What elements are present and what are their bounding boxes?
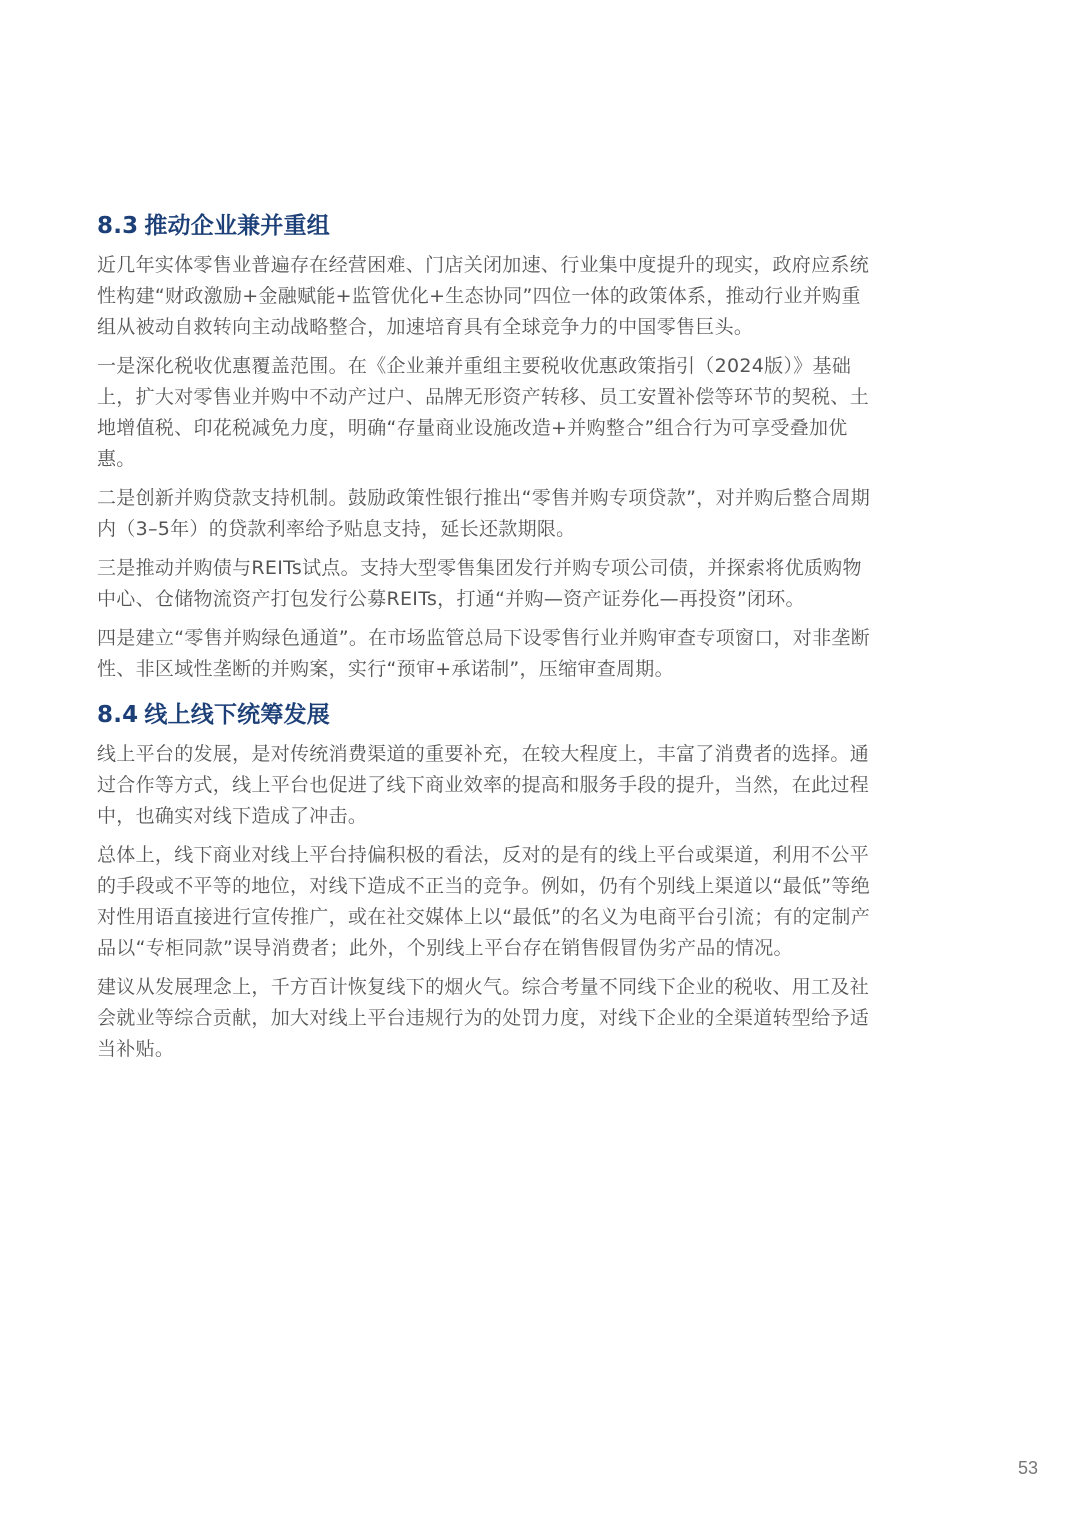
paragraph: 建议从发展理念上，千方百计恢复线下的烟火气。综合考量不同线下企业的税收、用工及社会就业等综合贡献，加大对线上平台违规行为的处罚力度，对线下企业的全渠道转型给予适当补贴。 <box>97 976 870 1060</box>
paragraph: 二是创新并购贷款支持机制。鼓励政策性银行推出“零售并购专项贷款”，对并购后整合周期内（3–5年）的贷款利率给予贴息支持，延长还款期限。 <box>97 487 870 540</box>
paragraph: 近几年实体零售业普遍存在经营困难、门店关闭加速、行业集中度提升的现实，政府应系统性构建“财政激励+金融赋能+监管优化+生态协同”四位一体的政策体系，推动行业并购重组从被动自救转向主动战略整合，加速培育具有全球竞争力的中国零售巨头。 <box>97 254 870 338</box>
page-number: 53 <box>1017 1458 1038 1478</box>
page-content <box>97 208 877 1073</box>
paragraph: 线上平台的发展，是对传统消费渠道的重要补充，在较大程度上，丰富了消费者的选择。通过合作等方式，线上平台也促进了线下商业效率的提高和服务手段的提升，当然，在此过程中，也确实对线下造成了冲击。 <box>97 743 870 827</box>
section-number: 8.4 <box>97 702 139 728</box>
section-heading-8-4 <box>97 697 877 733</box>
section-heading-8-3 <box>97 208 877 244</box>
section-title: 推动企业兼并重组 <box>144 213 330 239</box>
paragraph: 三是推动并购债与REITs试点。支持大型零售集团发行并购专项公司债，并探索将优质购物中心、仓储物流资产打包发行公募REITs，打通“并购—资产证券化—再投资”闭环。 <box>97 557 862 610</box>
paragraph: 四是建立“零售并购绿色通道”。在市场监管总局下设零售行业并购审查专项窗口，对非垄断性、非区域性垄断的并购案，实行“预审+承诺制”，压缩审查周期。 <box>97 627 870 680</box>
section-title: 线上线下统筹发展 <box>144 702 330 728</box>
paragraph: 总体上，线下商业对线上平台持偏积极的看法，反对的是有的线上平台或渠道，利用不公平的手段或不平等的地位，对线下造成不正当的竞争。例如，仍有个别线上渠道以“最低”等绝对性用语直接进行宣传推广，或在社交媒体上以“最低”的名义为电商平台引流；有的定制产品以“专柜同款”误导消费者；此外，个别线上平台存在销售假冒伪劣产品的情况。 <box>97 844 870 959</box>
paragraph: 一是深化税收优惠覆盖范围。在《企业兼并重组主要税收优惠政策指引（2024版）》基础上，扩大对零售业并购中不动产过户、品牌无形资产转移、员工安置补偿等环节的契税、土地增值税、印花税减免力度，明确“存量商业设施改造+并购整合”组合行为可享受叠加优惠。 <box>97 355 870 470</box>
section-number: 8.3 <box>97 213 139 239</box>
